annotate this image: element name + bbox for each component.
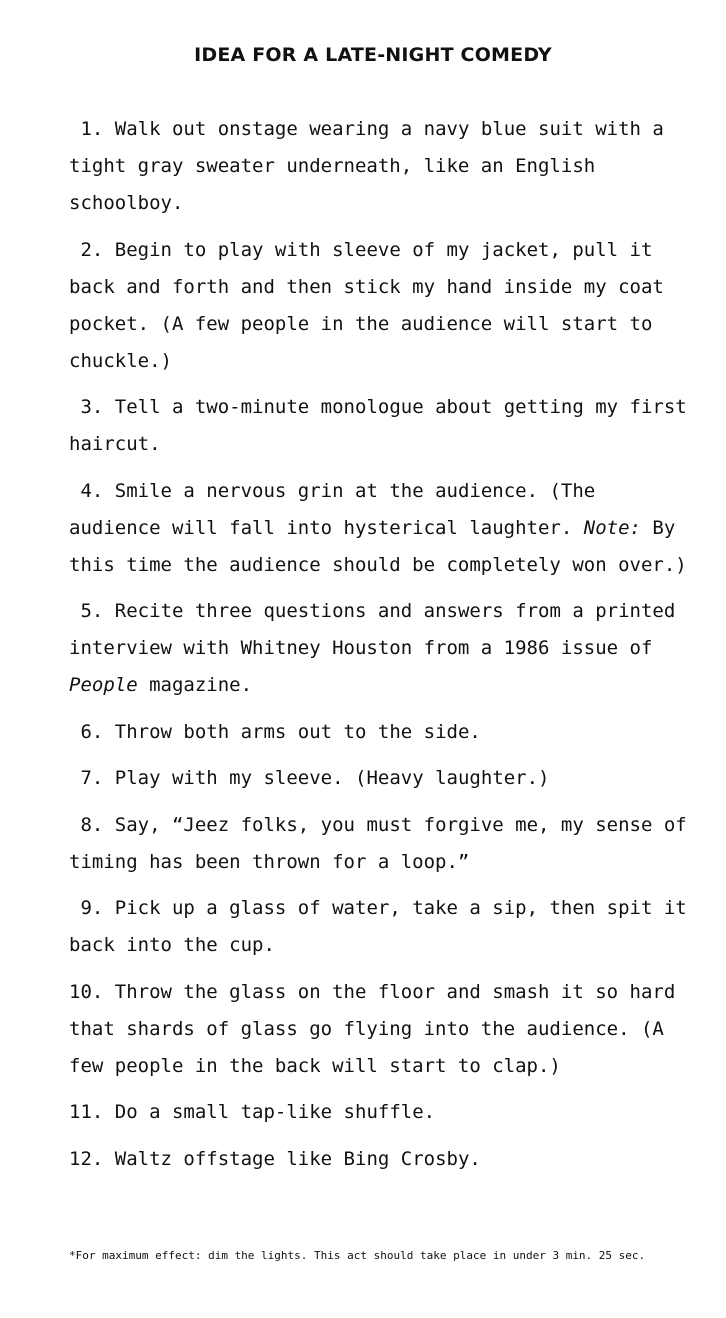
list-item bbox=[69, 389, 689, 463]
item-number: 11. bbox=[69, 1101, 104, 1123]
page-title: IDEA FOR A LATE-NIGHT COMEDY bbox=[194, 44, 552, 66]
list-item bbox=[69, 714, 689, 751]
list-item bbox=[69, 890, 689, 964]
item-text: Do a small tap-like shuffle. bbox=[114, 1101, 436, 1123]
item-text: Throw both arms out to the side. bbox=[114, 720, 481, 743]
magazine-title: People bbox=[69, 674, 138, 696]
list-item bbox=[69, 1094, 689, 1131]
item-number: 10. bbox=[69, 980, 104, 1003]
item-number: 1. bbox=[69, 118, 104, 140]
item-text: Tell a two-minute monologue about getting my first haircut. bbox=[69, 396, 687, 455]
item-number: 9. bbox=[69, 897, 104, 919]
list-item bbox=[69, 760, 689, 797]
list-item bbox=[69, 232, 689, 380]
item-number: 2. bbox=[69, 238, 104, 261]
item-text: Recite three questions and answers from a printed interview with Whitney Houston from a 1986 issue of bbox=[69, 600, 676, 659]
item-number: 6. bbox=[69, 720, 104, 743]
item-text-continued: By this time the audience should be completely won over.) bbox=[69, 516, 687, 576]
list-item bbox=[69, 807, 689, 881]
item-number: 12. bbox=[69, 1147, 104, 1170]
item-text-continued: magazine. bbox=[137, 674, 253, 696]
item-number: 8. bbox=[69, 813, 104, 836]
item-text: Waltz offstage like Bing Crosby. bbox=[114, 1147, 481, 1170]
item-text: Throw the glass on the floor and smash it so hard that shards of glass go flying into the audience. (A few people in the back will start to clap.) bbox=[69, 980, 676, 1077]
list-item bbox=[69, 111, 689, 222]
item-text: Say, “Jeez folks, you must forgive me, my sense of timing has been thrown for a loop.” bbox=[69, 813, 687, 873]
item-text: Smile a nervous grin at the audience. (The audience will fall into hysterical laughter. bbox=[69, 479, 596, 539]
list-item bbox=[69, 1141, 689, 1178]
item-number: 5. bbox=[69, 600, 104, 622]
item-text: Pick up a glass of water, take a sip, then spit it back into the cup. bbox=[69, 897, 687, 956]
instruction-list bbox=[69, 111, 689, 1187]
item-text: Play with my sleeve. (Heavy laughter.) bbox=[114, 767, 550, 789]
note-label: Note: bbox=[583, 516, 641, 539]
footnote: *For maximum effect: dim the lights. This act should take place in under 3 min. 25 sec. bbox=[69, 1249, 646, 1262]
item-number: 7. bbox=[69, 767, 104, 789]
item-number: 4. bbox=[69, 479, 104, 502]
list-item bbox=[69, 473, 689, 584]
item-text: Begin to play with sleeve of my jacket, pull it back and forth and then stick my hand inside my coat pocket. (A few people in the audience will start to chuckle.) bbox=[69, 238, 664, 372]
list-item bbox=[69, 974, 689, 1085]
item-text: Walk out onstage wearing a navy blue suit with a tight gray sweater underneath, like an English schoolboy. bbox=[69, 118, 664, 214]
list-item bbox=[69, 593, 689, 704]
item-number: 3. bbox=[69, 396, 104, 418]
